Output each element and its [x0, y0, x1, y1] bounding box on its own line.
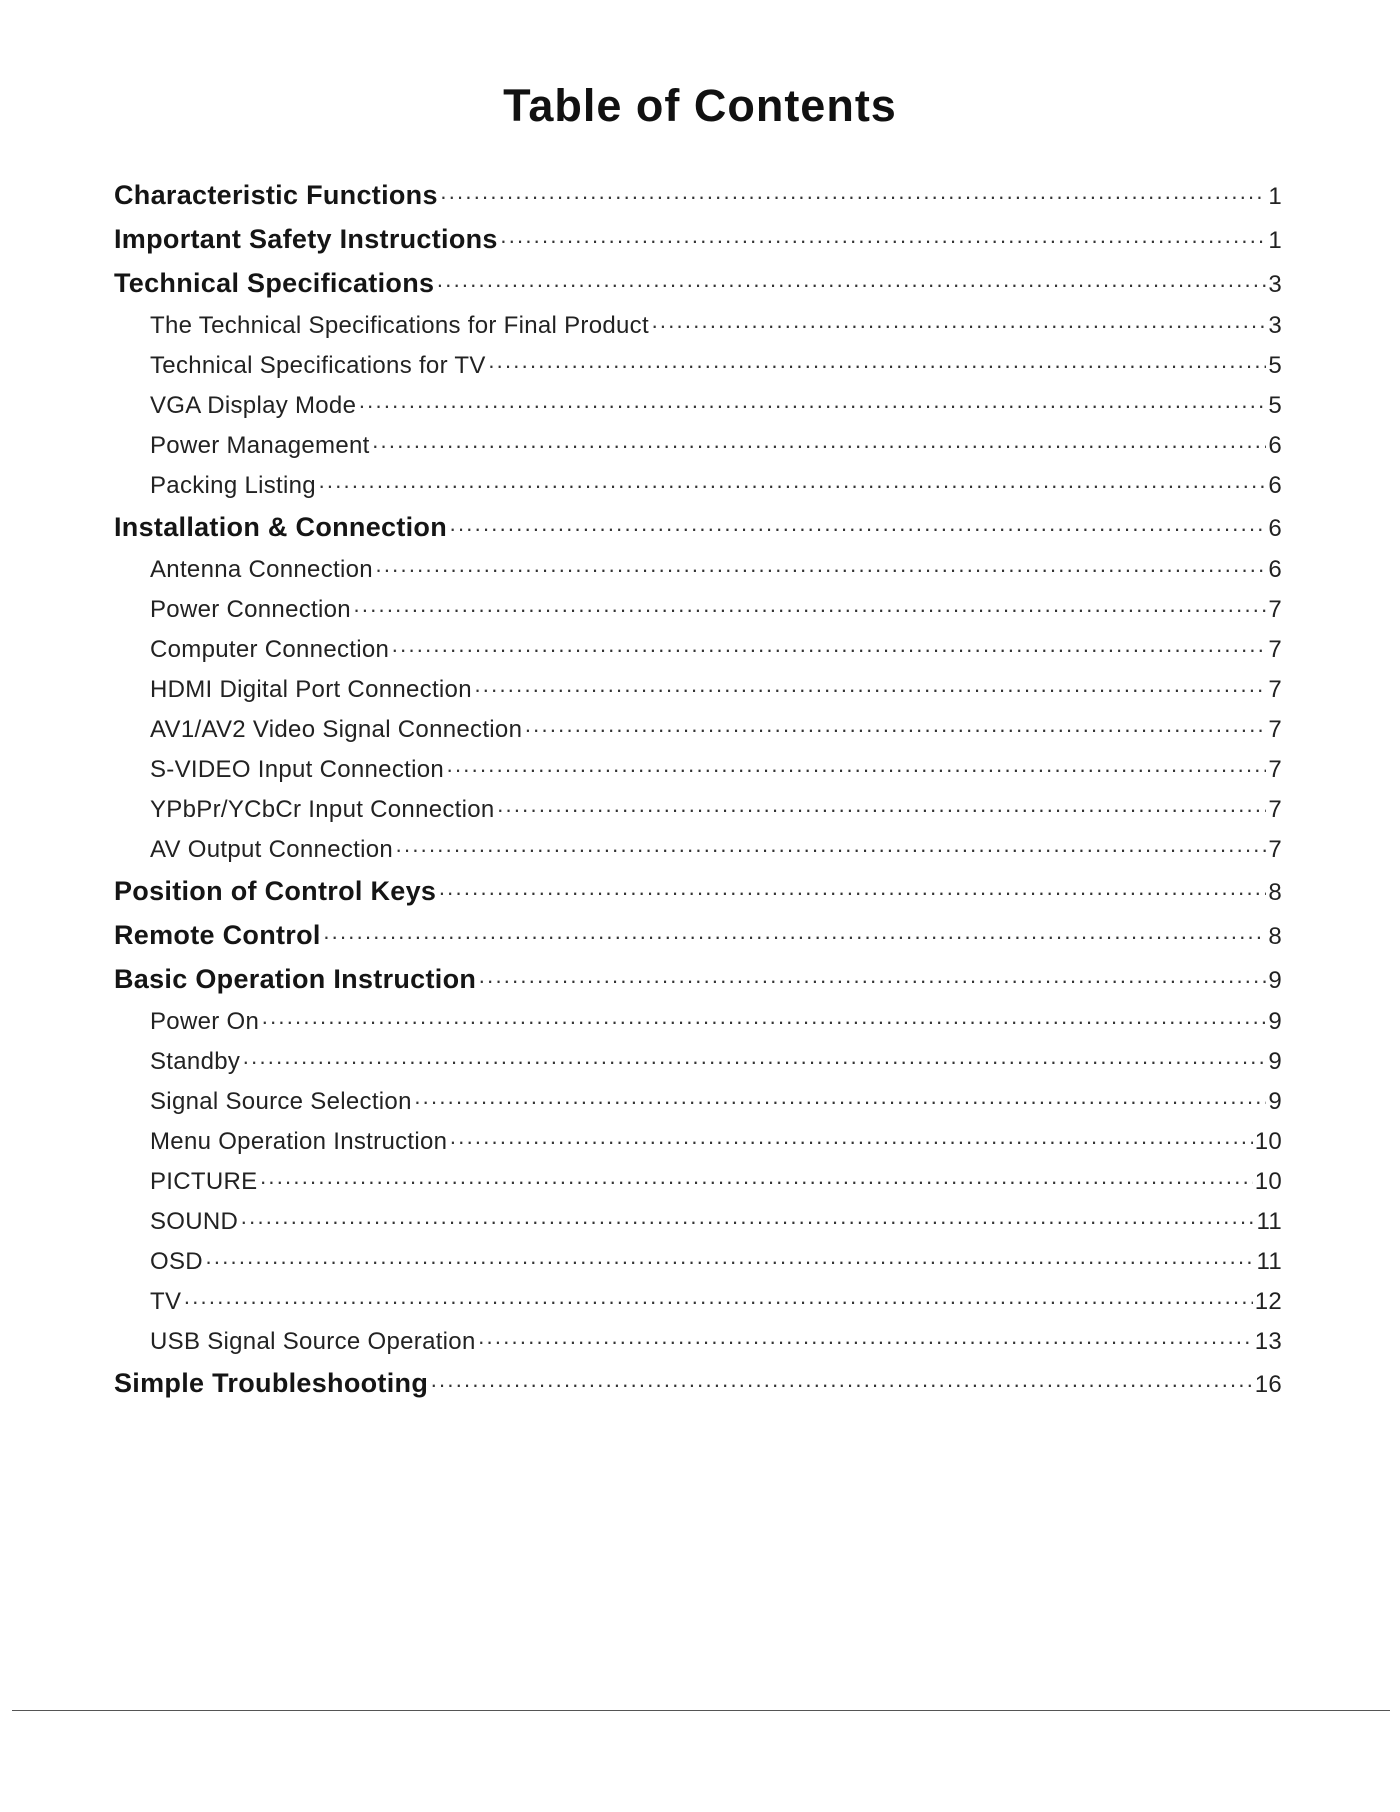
toc-entry-title: Technical Specifications — [114, 268, 435, 298]
toc-section-entry[interactable] — [114, 512, 1282, 556]
toc-dot-leader — [358, 393, 1266, 419]
toc-page-number: 16 — [1254, 1371, 1282, 1398]
toc-entry-title: Packing Listing — [150, 472, 316, 499]
toc-page-number: 8 — [1268, 923, 1282, 950]
toc-entry-title: VGA Display Mode — [150, 392, 357, 419]
toc-page-number: 7 — [1268, 716, 1282, 743]
toc-entry-title: Characteristic Functions — [114, 180, 438, 210]
toc-entry-title: HDMI Digital Port Connection — [150, 676, 472, 703]
toc-dot-leader — [395, 837, 1266, 863]
toc-page-number: 11 — [1256, 1208, 1282, 1235]
toc-section-entry[interactable] — [114, 1368, 1282, 1412]
toc-dot-leader — [446, 757, 1266, 783]
toc-subsection-entry[interactable] — [114, 312, 1282, 352]
toc-entry-title: Power Connection — [150, 596, 351, 623]
toc-page-number: 1 — [1268, 183, 1282, 210]
toc-subsection-entry[interactable] — [114, 1288, 1282, 1328]
toc-entry-title: SOUND — [150, 1208, 239, 1235]
toc-entry-title: Power On — [150, 1008, 260, 1035]
table-of-contents — [114, 180, 1282, 1412]
toc-page-number: 7 — [1268, 636, 1282, 663]
toc-page-number: 7 — [1268, 756, 1282, 783]
toc-dot-leader — [497, 797, 1267, 823]
toc-subsection-entry[interactable] — [114, 1008, 1282, 1048]
toc-section-entry[interactable] — [114, 224, 1282, 268]
toc-page-number: 6 — [1268, 432, 1282, 459]
toc-entry-title: Technical Specifications for TV — [150, 352, 486, 379]
toc-subsection-entry[interactable] — [114, 432, 1282, 472]
toc-subsection-entry[interactable] — [114, 392, 1282, 432]
toc-subsection-entry[interactable] — [114, 1168, 1282, 1208]
toc-dot-leader — [259, 1169, 1252, 1195]
toc-subsection-entry[interactable] — [114, 1048, 1282, 1088]
toc-page-number: 9 — [1268, 967, 1282, 994]
toc-page-number: 7 — [1268, 836, 1282, 863]
page-title: Table of Contents — [503, 80, 897, 131]
toc-dot-leader — [318, 473, 1266, 499]
toc-page-number: 11 — [1256, 1248, 1282, 1275]
toc-page-number: 7 — [1268, 796, 1282, 823]
toc-dot-leader — [524, 717, 1266, 743]
toc-entry-title: Antenna Connection — [150, 556, 373, 583]
toc-entry-title: Basic Operation Instruction — [114, 964, 477, 994]
toc-entry-title: PICTURE — [150, 1168, 258, 1195]
toc-dot-leader — [478, 1329, 1253, 1355]
toc-subsection-entry[interactable] — [114, 1088, 1282, 1128]
toc-page-number: 6 — [1268, 472, 1282, 499]
toc-section-entry[interactable] — [114, 268, 1282, 312]
toc-dot-leader — [242, 1049, 1266, 1075]
toc-subsection-entry[interactable] — [114, 716, 1282, 756]
toc-dot-leader — [436, 272, 1266, 298]
toc-subsection-entry[interactable] — [114, 1208, 1282, 1248]
toc-dot-leader — [240, 1209, 1254, 1235]
toc-dot-leader — [488, 353, 1267, 379]
toc-entry-title: Simple Troubleshooting — [114, 1368, 429, 1398]
toc-section-entry[interactable] — [114, 876, 1282, 920]
toc-dot-leader — [440, 184, 1267, 210]
toc-entry-title: Remote Control — [114, 920, 321, 950]
toc-dot-leader — [353, 597, 1266, 623]
toc-dot-leader — [651, 313, 1266, 339]
toc-entry-title: The Technical Specifications for Final Product — [150, 312, 649, 339]
toc-subsection-entry[interactable] — [114, 836, 1282, 876]
toc-entry-title: Signal Source Selection — [150, 1088, 412, 1115]
toc-dot-leader — [261, 1009, 1266, 1035]
toc-entry-title: Standby — [150, 1048, 241, 1075]
toc-dot-leader — [474, 677, 1266, 703]
toc-page-number: 8 — [1268, 879, 1282, 906]
toc-dot-leader — [478, 968, 1266, 994]
toc-entry-title: AV Output Connection — [150, 836, 394, 863]
toc-entry-title: S-VIDEO Input Connection — [150, 756, 445, 783]
toc-entry-title: Important Safety Instructions — [114, 224, 498, 254]
toc-page-number: 7 — [1268, 676, 1282, 703]
toc-section-entry[interactable] — [114, 180, 1282, 224]
toc-subsection-entry[interactable] — [114, 636, 1282, 676]
toc-page-number: 12 — [1254, 1288, 1282, 1315]
toc-entry-title: TV — [150, 1288, 182, 1315]
toc-entry-title: Installation & Connection — [114, 512, 448, 542]
toc-dot-leader — [391, 637, 1266, 663]
toc-subsection-entry[interactable] — [114, 472, 1282, 512]
toc-subsection-entry[interactable] — [114, 1248, 1282, 1288]
toc-page-number: 5 — [1268, 392, 1282, 419]
toc-page-number: 6 — [1268, 556, 1282, 583]
toc-entry-title: AV1/AV2 Video Signal Connection — [150, 716, 523, 743]
toc-dot-leader — [438, 880, 1266, 906]
toc-page-number: 1 — [1268, 227, 1282, 254]
toc-entry-title: Position of Control Keys — [114, 876, 437, 906]
toc-entry-title: Power Management — [150, 432, 370, 459]
toc-dot-leader — [414, 1089, 1267, 1115]
toc-subsection-entry[interactable] — [114, 756, 1282, 796]
toc-section-entry[interactable] — [114, 920, 1282, 964]
toc-page-number: 9 — [1268, 1088, 1282, 1115]
toc-dot-leader — [449, 516, 1266, 542]
toc-dot-leader — [430, 1372, 1253, 1398]
toc-entry-title: Menu Operation Instruction — [150, 1128, 448, 1155]
toc-page-number: 7 — [1268, 596, 1282, 623]
toc-subsection-entry[interactable] — [114, 556, 1282, 596]
toc-page-number: 9 — [1268, 1048, 1282, 1075]
toc-page-number: 10 — [1254, 1168, 1282, 1195]
toc-page-number: 3 — [1268, 271, 1282, 298]
footer-divider — [12, 1710, 1390, 1711]
toc-entry-title: USB Signal Source Operation — [150, 1328, 476, 1355]
toc-subsection-entry[interactable] — [114, 352, 1282, 392]
toc-section-entry[interactable] — [114, 964, 1282, 1008]
toc-page-number: 5 — [1268, 352, 1282, 379]
toc-subsection-entry[interactable] — [114, 1128, 1282, 1168]
toc-dot-leader — [375, 557, 1266, 583]
toc-page-number: 10 — [1254, 1128, 1282, 1155]
toc-page-number: 3 — [1268, 312, 1282, 339]
toc-dot-leader — [183, 1289, 1252, 1315]
toc-entry-title: OSD — [150, 1248, 203, 1275]
toc-page-number: 6 — [1268, 515, 1282, 542]
toc-entry-title: Computer Connection — [150, 636, 390, 663]
toc-page-number: 9 — [1268, 1008, 1282, 1035]
toc-dot-leader — [205, 1249, 1255, 1275]
toc-page-number: 13 — [1254, 1328, 1282, 1355]
toc-subsection-entry[interactable] — [114, 596, 1282, 636]
toc-subsection-entry[interactable] — [114, 1328, 1282, 1368]
toc-subsection-entry[interactable] — [114, 676, 1282, 716]
toc-entry-title: YPbPr/YCbCr Input Connection — [150, 796, 495, 823]
toc-dot-leader — [323, 924, 1267, 950]
toc-subsection-entry[interactable] — [114, 796, 1282, 836]
toc-dot-leader — [372, 433, 1267, 459]
toc-dot-leader — [449, 1129, 1252, 1155]
toc-dot-leader — [500, 228, 1267, 254]
